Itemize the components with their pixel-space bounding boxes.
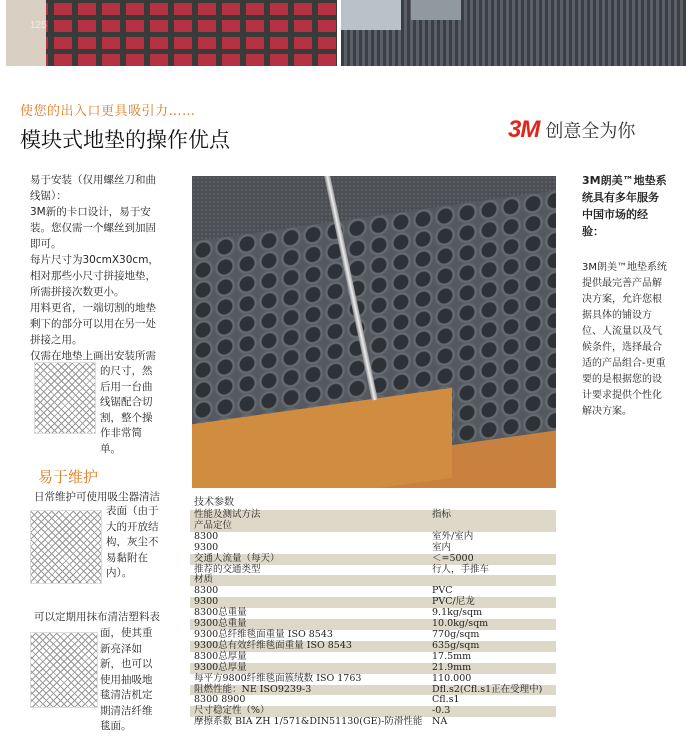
text-line: 割，整个操 <box>100 411 153 424</box>
vacuum-wrap-text <box>106 504 168 582</box>
brand <box>508 116 635 144</box>
text-line: 易于安装（仅用螺丝刀和曲 <box>30 174 156 186</box>
spec-label: 8300 <box>194 530 219 542</box>
text-line: 构，灰尘不 <box>106 536 159 548</box>
text-line: 3M朗美™地垫系 <box>582 174 667 187</box>
text-line: 每片尺寸为30cmX30cm， <box>30 254 159 266</box>
mop-cleaning-illustration <box>30 632 98 708</box>
spec-row <box>190 521 556 532</box>
header-photo-strip <box>0 0 686 66</box>
spec-label: 产品定位 <box>190 521 428 532</box>
text-line: 的尺寸，然 <box>100 365 153 377</box>
spec-row <box>190 532 556 543</box>
spec-label: 每平方9800纤维毯面簇绒数 ISO 1763 <box>194 672 362 684</box>
text-line: 3M朗美™地垫系统 <box>582 262 667 273</box>
text-line: 中国市场的经 <box>582 208 648 221</box>
text-line: 3M新的卡口设计，易于安 <box>30 206 151 218</box>
spec-label: 9300总有效纤维毯面重量 ISO 8543 <box>190 641 428 652</box>
text-line: 解决方案。 <box>582 406 632 417</box>
text-line: 装。您仅需一个螺丝到加固 <box>30 222 156 234</box>
text-line: 用料更省，一端切割的地垫 <box>30 302 156 314</box>
spec-table <box>190 510 556 728</box>
mat-tile-install-photo <box>192 176 556 488</box>
text-line: 后用一台曲 <box>100 380 153 393</box>
spec-value: 21.9mm <box>428 663 556 674</box>
tagline: 使您的出入口更具吸引力…… <box>20 104 196 119</box>
spec-value: -0.3 <box>428 706 556 717</box>
text-line: 所需拼接次数更小。 <box>30 286 125 298</box>
text-line: 易黏附在 <box>106 551 148 564</box>
spec-label: 摩擦系数 BIA ZH 1/571&DIN51130(GE)-防滑性能 <box>194 716 423 728</box>
text-line: 验： <box>582 225 604 238</box>
spec-label: 9300总重量 <box>190 619 428 630</box>
text-line: 适的产品组合-更重 <box>582 358 666 369</box>
spec-value: Dfl.s2(Cfl.s1正在受理中) <box>428 685 556 696</box>
text-line: 线锯）： <box>30 190 67 202</box>
spec-value: 10.0kg/sqm <box>428 619 556 630</box>
spec-row <box>190 554 556 565</box>
spec-label: 8300总厚量 <box>194 650 247 662</box>
spec-label: 交通人流量（每天） <box>190 554 428 565</box>
spec-row <box>190 663 556 674</box>
spec-value: PVC <box>432 585 453 597</box>
spec-value: PVC/尼龙 <box>428 597 556 608</box>
spec-label: 材质 <box>190 575 428 586</box>
spec-row <box>190 543 556 554</box>
spec-row <box>190 674 556 685</box>
spec-row <box>190 575 556 586</box>
text-line: 计要求提供个性化 <box>582 390 662 401</box>
spec-value: 室外/室内 <box>432 530 474 542</box>
spec-label: 阻燃性能：NE ISO9239-3 <box>190 685 428 696</box>
text-line: 新，也可以 <box>100 658 153 670</box>
sidebar-intro <box>582 172 674 240</box>
spec-value: 110.000 <box>432 672 472 684</box>
text-line: 据具体的铺设方 <box>582 310 652 321</box>
spec-value: 行人，手推车 <box>432 563 490 575</box>
text-line: 候条件，选择最合 <box>582 342 662 353</box>
spec-label: 9300总厚量 <box>190 663 428 674</box>
spec-value: 室内 <box>432 541 452 553</box>
text-line: 新亮泽如 <box>100 642 142 655</box>
text-line: 相对那些小尺寸拼接地垫， <box>30 270 156 282</box>
text-line: 作非常简 <box>100 427 142 439</box>
spec-value: 17.5mm <box>432 650 472 662</box>
text-line: 提供最完善产品解 <box>582 278 662 289</box>
spec-label: 尺寸稳定性（%） <box>190 706 428 717</box>
spec-value: 指标 <box>428 510 556 521</box>
vacuum-intro: 日常维护可使用吸尘器清洁 <box>34 491 160 503</box>
page-number: 125 <box>30 20 47 31</box>
spec-row <box>190 565 556 576</box>
spec-label: 8300总重量 <box>194 607 247 619</box>
text-line: 要的是根据您的设 <box>582 374 662 385</box>
text-line: 使用抽吸地 <box>100 673 153 686</box>
text-line: 毯面。 <box>100 720 132 732</box>
spec-label: 9300 <box>194 541 219 553</box>
text-line: 毯清洁机定 <box>100 689 153 701</box>
3m-logo: 3M <box>508 116 540 143</box>
jigsaw-cutting-illustration <box>34 362 96 434</box>
spec-value: NA <box>432 716 448 728</box>
spec-value: 635g/sqm <box>428 641 556 652</box>
text-line: 线锯配合切 <box>100 396 153 408</box>
spec-label: 9300 <box>190 597 428 608</box>
mop-wrap-text <box>100 626 166 735</box>
spec-label: 9300总纤维毯面重量 ISO 8543 <box>194 628 333 640</box>
text-line: 位、人流量以及气 <box>582 326 662 337</box>
text-line: 内）。 <box>106 567 133 579</box>
text-line: 表面（由于 <box>106 505 159 517</box>
text-line: 期清洁纤维 <box>100 704 153 717</box>
brand-slogan: 创意全为你 <box>545 121 636 142</box>
vacuum-cleaning-illustration <box>30 510 102 584</box>
easy-install-wrap-text <box>100 364 166 457</box>
spec-label: 8300 <box>194 585 219 597</box>
sidebar-body <box>582 260 674 420</box>
spec-value: Cfl.s1 <box>432 694 460 706</box>
spec-value: 9.1kg/sqm <box>432 607 483 619</box>
spec-label: 8300 8900 <box>194 694 246 706</box>
spec-title: 技术参数 <box>194 497 234 508</box>
text-line: 仅需在地垫上画出安装所需 <box>30 350 156 362</box>
text-line: 决方案，允许您根 <box>582 294 662 305</box>
spec-value: 770g/sqm <box>432 628 480 640</box>
easy-install-text <box>30 172 165 364</box>
text-line: 大的开放结 <box>106 520 159 533</box>
easy-maintain-heading: 易于维护 <box>38 468 99 486</box>
sidebar <box>582 172 674 420</box>
spec-label: 推荐的交通类型 <box>194 563 261 575</box>
spec-table-block <box>190 493 556 728</box>
text-line: 单。 <box>100 442 121 455</box>
mop-intro: 可以定期用抹布清洁塑料表 <box>34 611 160 623</box>
text-line: 拼接之用。 <box>30 334 83 346</box>
text-line: 即可。 <box>30 238 62 250</box>
text-line: 剩下的部分可以用在另一处 <box>30 318 156 330</box>
grey-mat-entrance-photo <box>341 0 686 66</box>
spec-row <box>190 717 556 728</box>
text-line: 统具有多年服务 <box>582 191 659 204</box>
spec-row <box>190 586 556 597</box>
red-mat-photo <box>6 0 337 66</box>
spec-row <box>190 510 556 521</box>
spec-label: 性能及测试方法 <box>190 510 428 521</box>
spec-value: ＜=5000 <box>428 554 556 565</box>
text-line: 面，使其重 <box>100 627 153 639</box>
page-title: 模块式地垫的操作优点 <box>20 128 230 152</box>
